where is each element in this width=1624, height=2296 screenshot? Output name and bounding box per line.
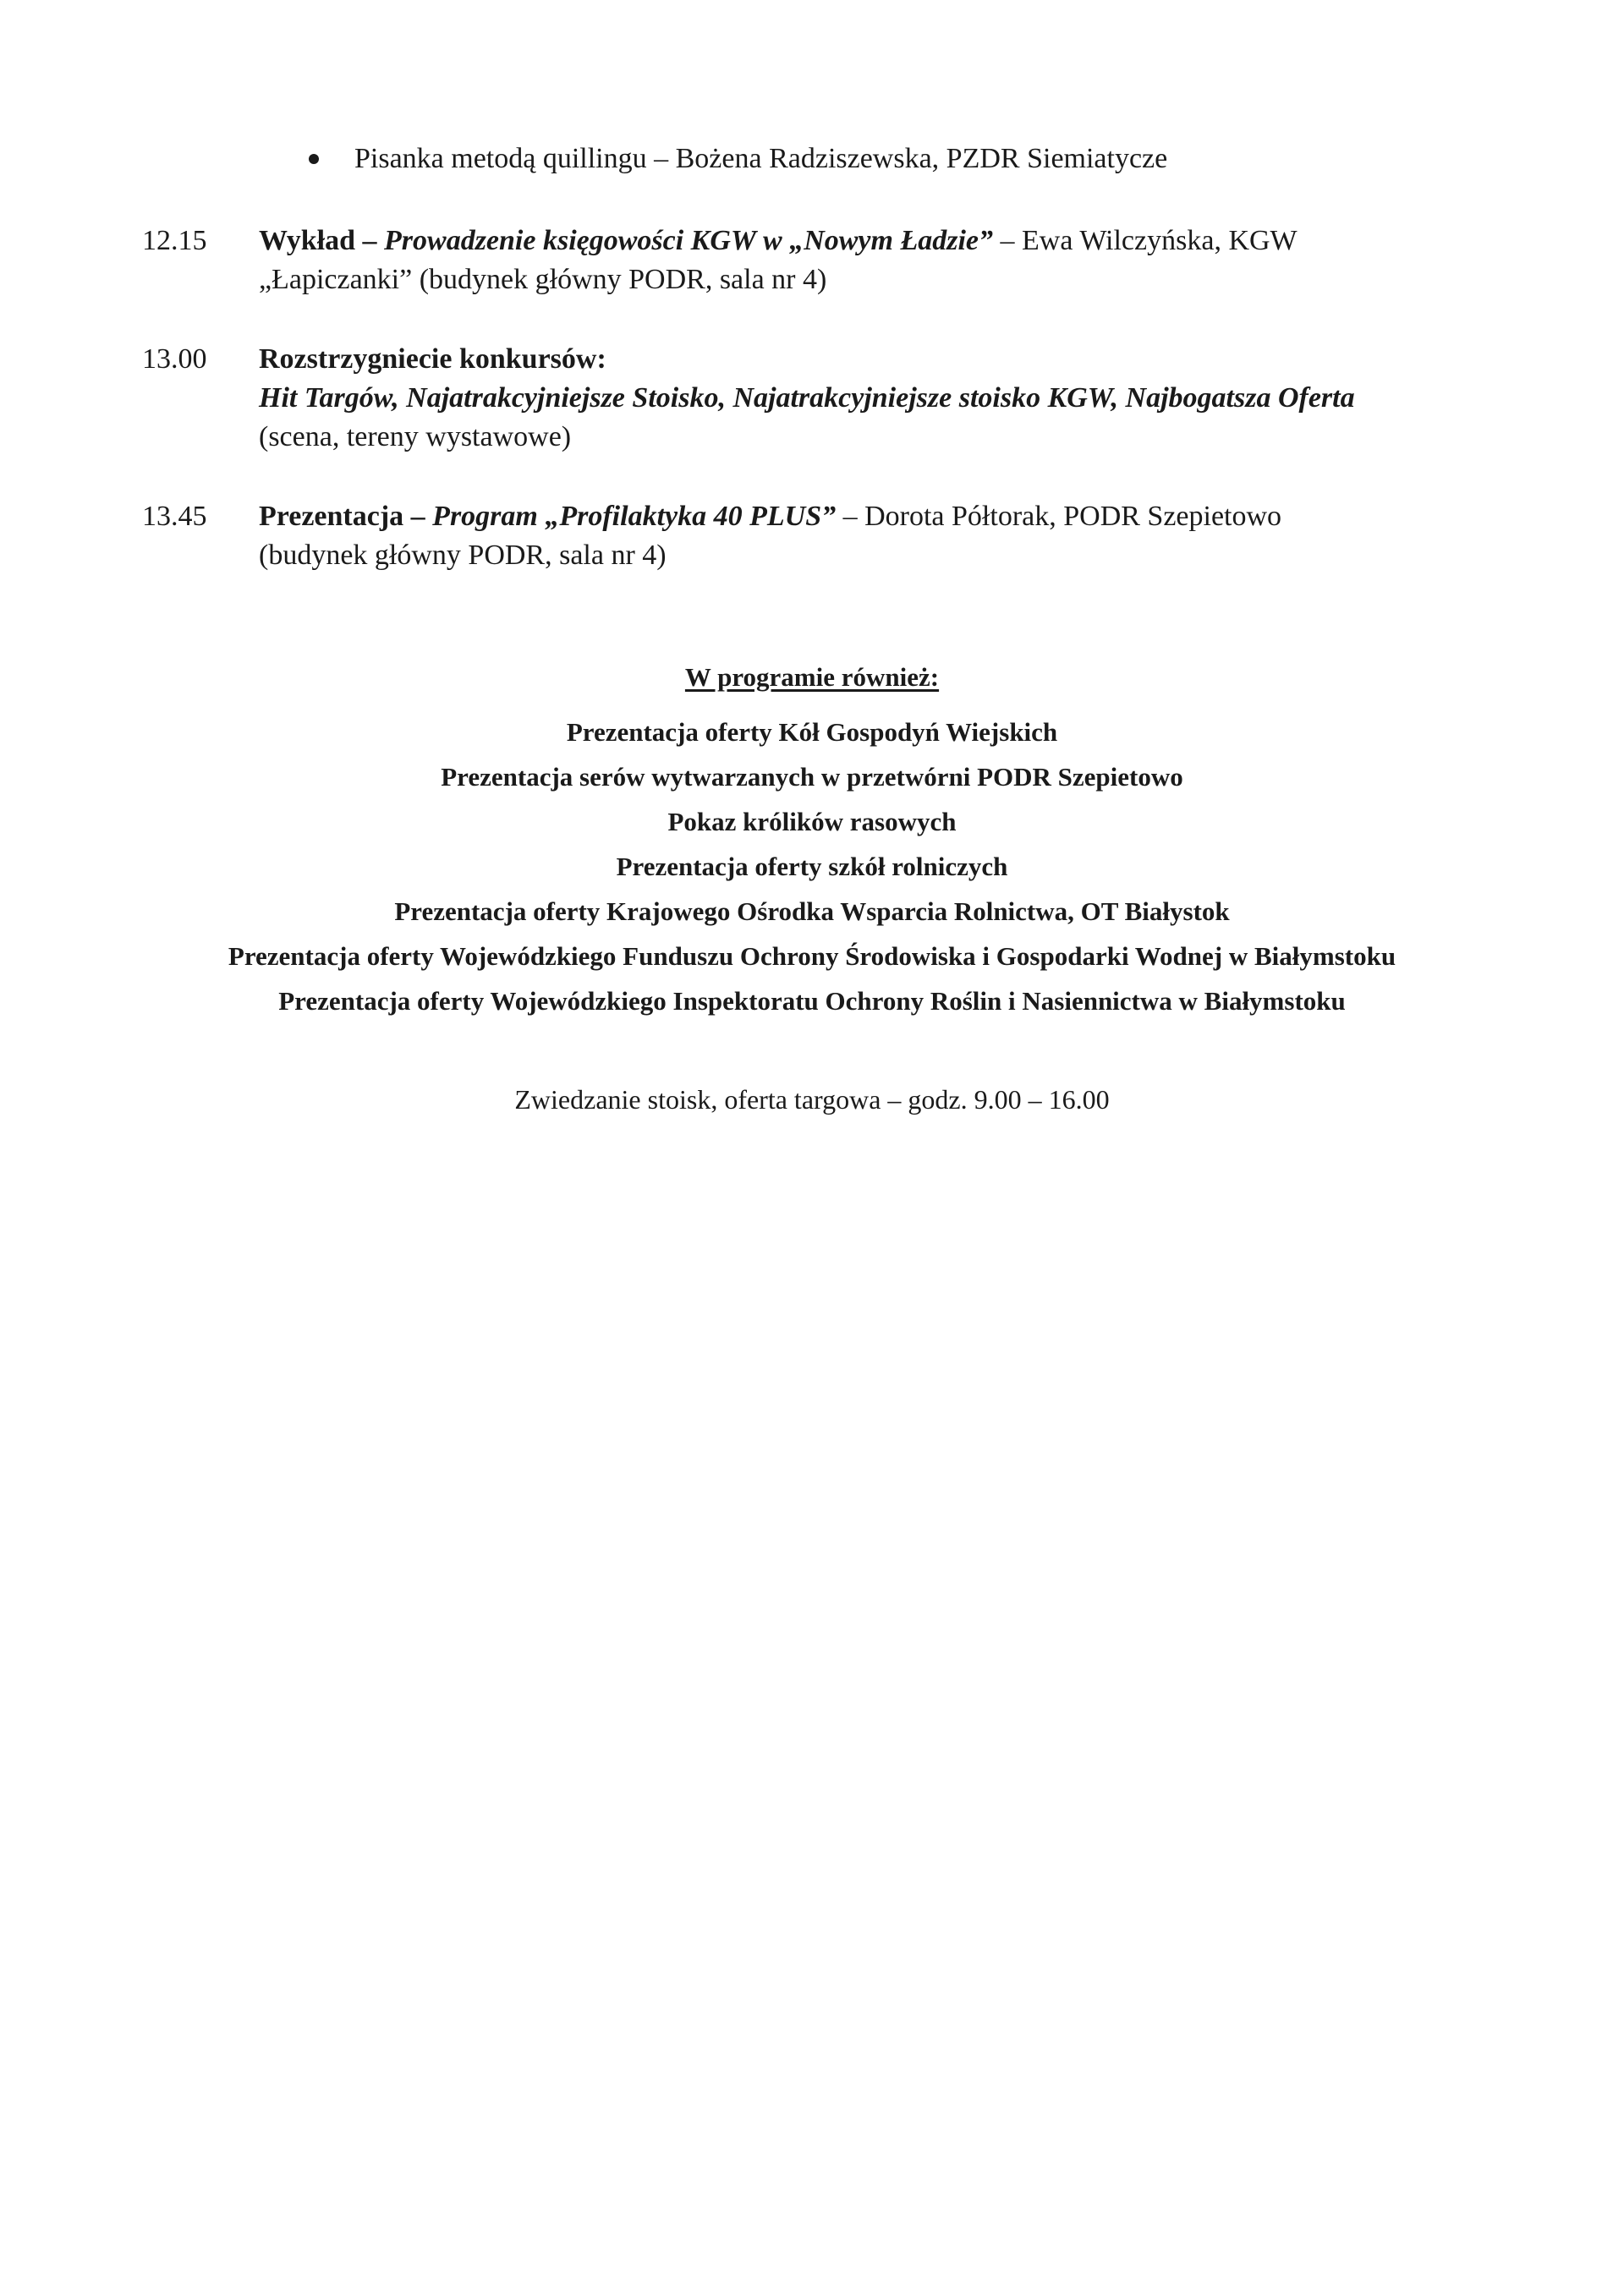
bullet-item-text: Pisanka metodą quillingu – Bożena Radziszewska, PZDR Siemiatycze (354, 143, 1168, 174)
bullet-list-item (309, 140, 1167, 178)
schedule-title: Program „Profilaktyka 40 PLUS” (432, 501, 837, 532)
schedule-location: (scena, tereny wystawowe) (259, 421, 572, 452)
opening-hours-note: Zwiedzanie stoisk, oferta targowa – godz. 9.00 – 16.00 (514, 1084, 1110, 1115)
schedule-body (259, 340, 1595, 457)
award-word: Stoisko, (632, 382, 726, 414)
program-item: Prezentacja serów wytwarzanych w przetwórni PODR Szepietowo (441, 762, 1183, 792)
award-word: Najbogatsza (1125, 382, 1271, 414)
schedule-body (259, 222, 1595, 299)
program-item: Prezentacja oferty Kół Gospodyń Wiejskich (566, 717, 1058, 747)
schedule-type-label: Prezentacja – (259, 501, 425, 532)
award-word: Najatrakcyjniejsze (406, 382, 625, 414)
schedule-line-2: „Łapiczanki” (budynek główny PODR, sala nr 4) (259, 264, 827, 295)
award-word: stoisko (958, 382, 1041, 414)
schedule-body (259, 497, 1595, 575)
award-word: Oferta (1277, 382, 1355, 414)
schedule-type-label: Wykład – (259, 225, 377, 256)
section-heading: W programie również: (684, 662, 940, 692)
bullet-icon (309, 154, 319, 164)
schedule-speaker: – Dorota Półtorak, PODR Szepietowo (836, 501, 1282, 532)
program-item: Prezentacja oferty Wojewódzkiego Funduszu Ochrony Środowiska i Gospodarki Wodnej w Białymstoku (228, 941, 1396, 971)
schedule-speaker: – Ewa Wilczyńska, KGW (993, 225, 1298, 256)
award-word: Najatrakcyjniejsze (732, 382, 952, 414)
schedule-title: Prowadzenie księgowości KGW w „Nowym Ładzie” (384, 225, 994, 256)
program-item: Pokaz królików rasowych (667, 807, 957, 836)
schedule-line-1 (259, 222, 1595, 260)
also-in-program-section (0, 655, 1624, 1023)
awards-list (259, 379, 1453, 418)
schedule-line-2: (budynek główny PODR, sala nr 4) (259, 540, 667, 571)
schedule-type-label: Rozstrzygniecie konkursów: (259, 343, 606, 375)
award-word: KGW, (1047, 382, 1119, 414)
program-item: Prezentacja oferty Wojewódzkiego Inspektoratu Ochrony Roślin i Nasiennictwa w Białymstoku (278, 986, 1346, 1016)
schedule-line-1 (259, 497, 1595, 536)
award-word: Hit (259, 382, 298, 414)
schedule-time: 13.45 (142, 501, 207, 532)
program-item: Prezentacja oferty szkół rolniczych (616, 852, 1008, 881)
program-item: Prezentacja oferty Krajowego Ośrodka Wsparcia Rolnictwa, OT Białystok (394, 896, 1230, 926)
schedule-time: 12.15 (142, 225, 207, 256)
schedule-time: 13.00 (142, 343, 207, 375)
award-word: Targów, (304, 382, 399, 414)
